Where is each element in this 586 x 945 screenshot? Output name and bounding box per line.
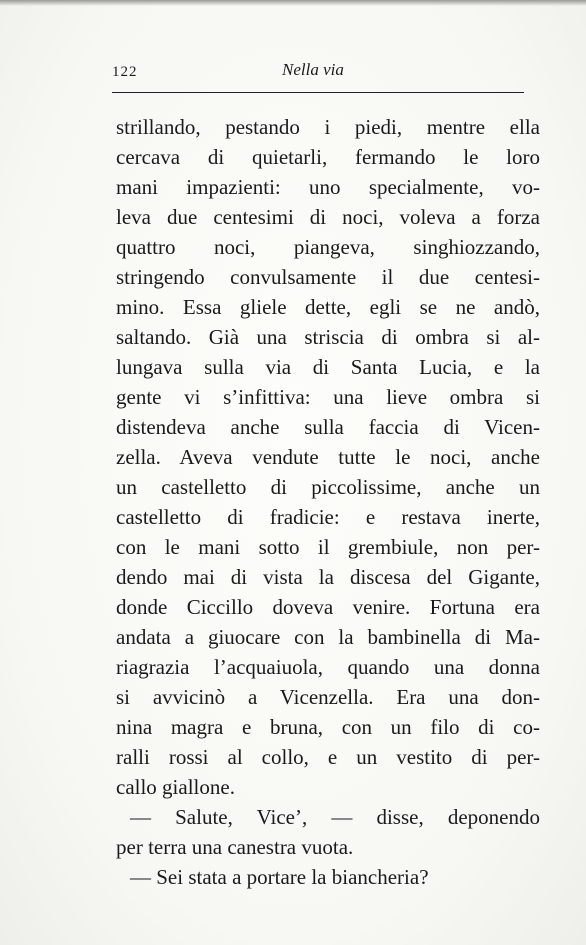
text-line: distendeva anche sulla faccia di Vicen- <box>116 415 540 439</box>
text-line: — Sei stata a portare la biancheria? <box>130 865 429 889</box>
text-line: un castelletto di piccolissime, anche un <box>116 475 540 499</box>
text-line: con le mani sotto il grembiule, non per- <box>116 535 540 559</box>
page-top-edge <box>0 0 586 6</box>
text-line: mani impazienti: uno specialmente, vo- <box>116 175 540 199</box>
page-number: 122 <box>112 64 138 80</box>
text-line: stringendo convulsamente il due centesi- <box>116 265 540 289</box>
text-line: andata a giuocare con la bambinella di Ma- <box>116 625 540 649</box>
text-line: gente vi s’infittiva: una lieve ombra si <box>116 385 540 409</box>
text-line: — Salute, Vice’, — disse, deponendo <box>130 805 540 829</box>
text-line: per terra una canestra vuota. <box>116 835 354 859</box>
text-line: quattro noci, piangeva, singhiozzando, <box>116 235 540 259</box>
header-rule <box>112 92 524 93</box>
text-line: dendo mai di vista la discesa del Gigante, <box>116 565 540 589</box>
text-line: cercava di quietarli, fermando le loro <box>116 145 540 169</box>
text-line: leva due centesimi di noci, voleva a forza <box>116 205 540 229</box>
text-line: si avvicinò a Vicenzella. Era una don- <box>116 685 540 709</box>
text-line: ralli rossi al collo, e un vestito di per- <box>116 745 540 769</box>
text-line: strillando, pestando i piedi, mentre ella <box>116 115 540 139</box>
text-line: castelletto di fradicie: e restava inerte, <box>116 505 540 529</box>
text-line: mino. Essa gliele dette, egli se ne andò, <box>116 295 540 319</box>
running-head: Nella via <box>282 60 344 79</box>
text-line: callo giallone. <box>116 775 235 799</box>
text-line: zella. Aveva vendute tutte le noci, anche <box>116 445 540 469</box>
text-line: donde Ciccillo doveva venire. Fortuna era <box>116 595 540 619</box>
text-line: saltando. Già una striscia di ombra si al- <box>116 325 540 349</box>
text-line: lungava sulla via di Santa Lucia, e la <box>116 355 540 379</box>
text-line: riagrazia l’acquaiuola, quando una donna <box>116 655 540 679</box>
text-line: nina magra e bruna, con un filo di co- <box>116 715 540 739</box>
body-text <box>116 112 540 892</box>
